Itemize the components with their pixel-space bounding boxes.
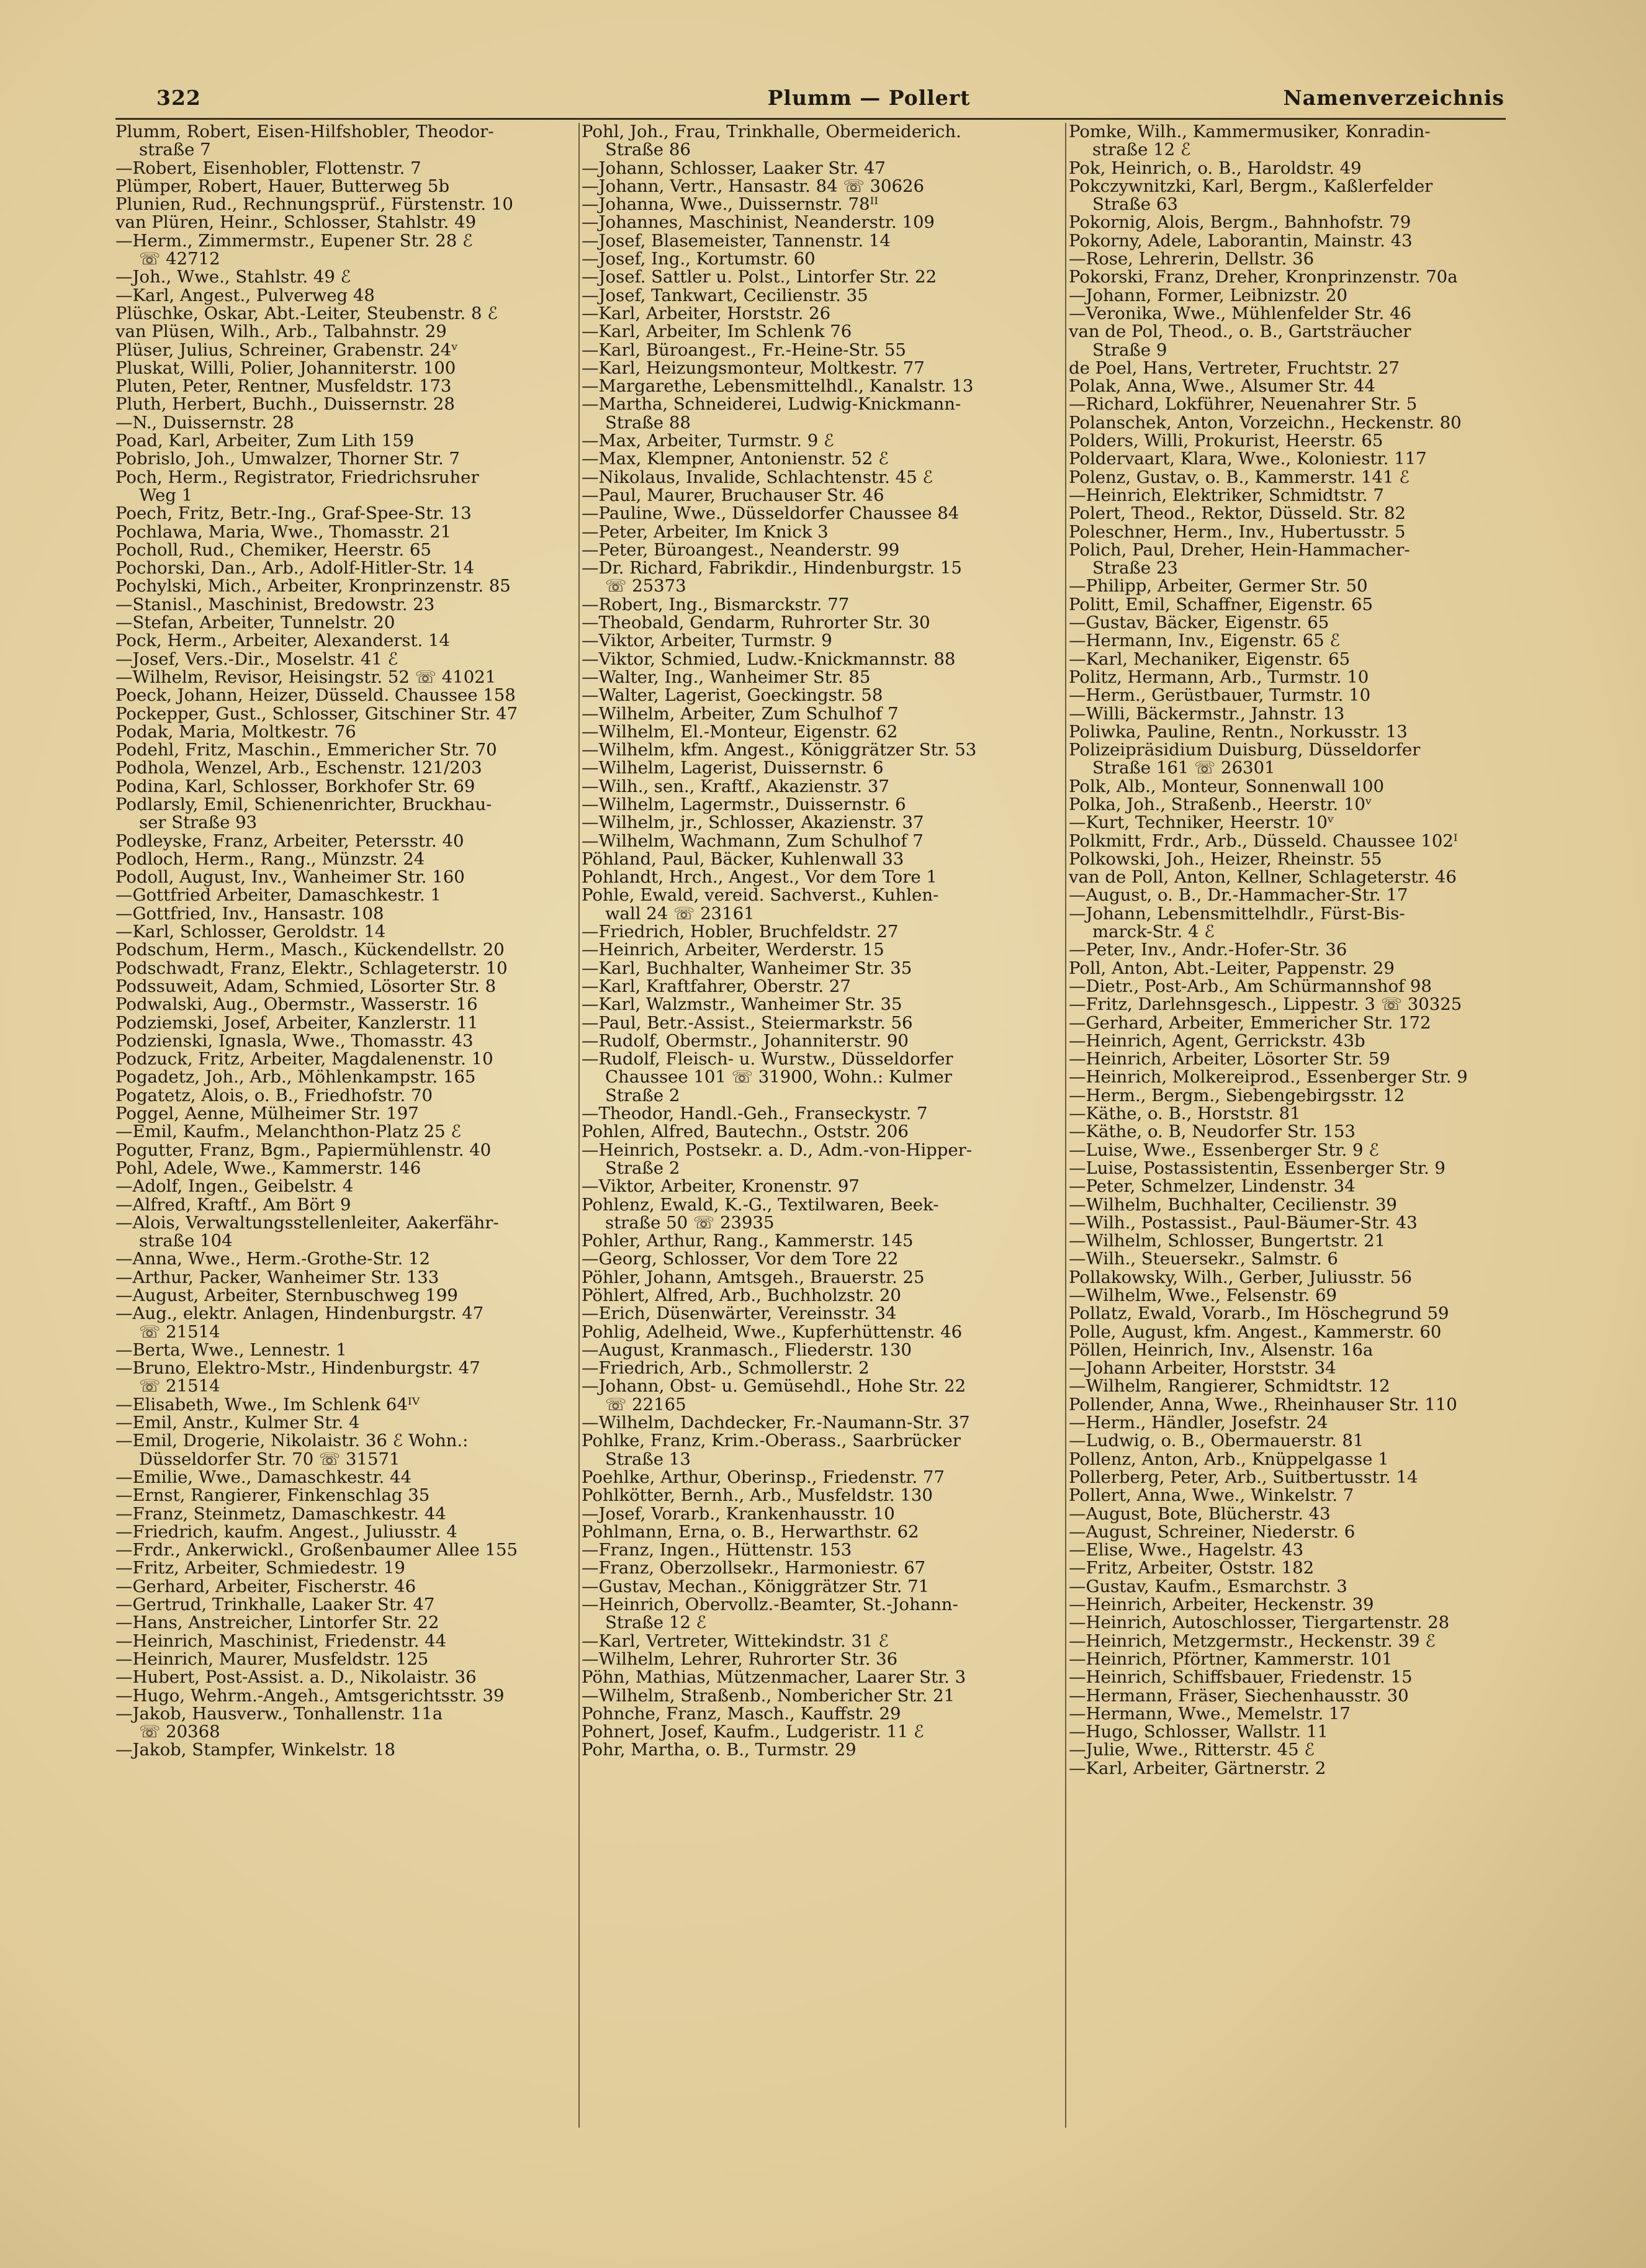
directory-entry: Poad, Karl, Arbeiter, Zum Lith 159	[115, 432, 415, 451]
directory-entry: —Wilhelm, Rangierer, Schmidtstr. 12	[1069, 1377, 1390, 1396]
directory-entry: —Willi, Bäckermstr., Jahnstr. 13	[1069, 704, 1345, 723]
directory-entry: —Rose, Lehrerin, Dellstr. 36	[1069, 250, 1315, 269]
directory-entry: —Heinrich, Elektriker, Schmidtstr. 7	[1069, 486, 1384, 505]
directory-entry: —Heinrich, Maschinist, Friedenstr. 44	[115, 1632, 447, 1650]
directory-entry: Pok, Heinrich, o. B., Haroldstr. 49	[1069, 159, 1362, 178]
entry-continuation: Straße 161 ☏ 26301	[1092, 759, 1275, 778]
directory-entry: —Herm., Zimmermstr., Eupener Str. 28 ℰ	[115, 232, 473, 251]
entry-continuation: ☏ 42712	[139, 250, 220, 269]
directory-entry: Podleyske, Franz, Arbeiter, Petersstr. 40	[115, 832, 464, 850]
directory-entry: —Karl, Schlosser, Geroldstr. 14	[115, 923, 386, 942]
directory-entry: —Bruno, Elektro-Mstr., Hindenburgstr. 47	[115, 1359, 480, 1378]
directory-entry: —Theodor, Handl.-Geh., Franseckystr. 7	[582, 1105, 928, 1123]
directory-entry: Pohnche, Franz, Masch., Kauffstr. 29	[582, 1704, 901, 1724]
column-divider	[1065, 123, 1066, 2128]
directory-entry: —Josef, Blasemeister, Tannenstr. 14	[582, 232, 891, 251]
directory-entry: —August, Arbeiter, Sternbuschweg 199	[115, 1287, 458, 1305]
directory-entry: —Wilhelm, Wachmann, Zum Schulhof 7	[582, 832, 924, 850]
directory-entry: Podina, Karl, Schlosser, Borkhofer Str. 69	[115, 777, 475, 796]
directory-entry: Podssuweit, Adam, Schmied, Lösorter Str. 8	[115, 977, 497, 996]
directory-entry: —Jakob, Stampfer, Winkelstr. 18	[115, 1741, 396, 1760]
directory-entry: Politz, Hermann, Arb., Turmstr. 10	[1069, 668, 1369, 687]
directory-entry: Plumm, Robert, Eisen-Hilfshobler, Theodor-	[115, 123, 494, 142]
directory-entry: Pohlke, Franz, Krim.-Oberass., Saarbrücker	[582, 1432, 961, 1451]
directory-entry: —Karl, Buchhalter, Wanheimer Str. 35	[582, 959, 912, 978]
directory-entry: —Emil, Drogerie, Nikolaistr. 36 ℰ Wohn.:	[115, 1432, 469, 1451]
directory-entry: Pollerberg, Peter, Arb., Suitbertusstr. 14	[1069, 1468, 1418, 1487]
directory-entry: Poech, Fritz, Betr.-Ing., Graf-Spee-Str. 13	[115, 505, 472, 523]
directory-entry: Pokorski, Franz, Dreher, Kronprinzenstr. 70a	[1069, 268, 1458, 287]
directory-entry: —Josef, Ing., Kortumstr. 60	[582, 250, 816, 269]
directory-entry: —Johann, Vertr., Hansastr. 84 ☏ 30626	[582, 177, 924, 196]
directory-entry: Pokornig, Alois, Bergm., Bahnhofstr. 79	[1069, 214, 1411, 232]
directory-entry: —Wilhelm, Buchhalter, Cecilienstr. 39	[1069, 1195, 1397, 1214]
directory-entry: Pluten, Peter, Rentner, Musfeldstr. 173	[115, 377, 452, 396]
directory-entry: —Berta, Wwe., Lennestr. 1	[115, 1341, 347, 1360]
directory-entry: —Heinrich, Molkereiprod., Essenberger Str. 9	[1069, 1068, 1468, 1087]
directory-entry: —Pauline, Wwe., Düsseldorfer Chaussee 84	[582, 505, 960, 523]
directory-entry: —Peter, Büroangest., Neanderstr. 99	[582, 541, 900, 560]
directory-entry: Plüser, Julius, Schreiner, Grabenstr. 24ᵛ	[115, 341, 458, 359]
entry-continuation: straße 50 ☏ 23935	[605, 1213, 775, 1233]
directory-entry: —Hermann, Wwe., Memelstr. 17	[1069, 1704, 1351, 1724]
directory-entry: Polle, August, kfm. Angest., Kammerstr. 60	[1069, 1323, 1442, 1341]
directory-entry: Pochorski, Dan., Arb., Adolf-Hitler-Str. 14	[115, 559, 475, 578]
directory-entry: —Arthur, Packer, Wanheimer Str. 133	[115, 1268, 439, 1287]
directory-entry: —Karl, Vertreter, Wittekindstr. 31 ℰ	[582, 1632, 889, 1650]
directory-entry: —Aug., elektr. Anlagen, Hindenburgstr. 47	[115, 1305, 484, 1323]
directory-entry: Pomke, Wilh., Kammermusiker, Konradin-	[1069, 123, 1431, 142]
entry-continuation: Düsseldorfer Str. 70 ☏ 31571	[139, 1450, 400, 1469]
directory-entry: Pluskat, Willi, Polier, Johanniterstr. 100	[115, 359, 456, 378]
directory-entry: —Wilhelm, Straßenb., Nombericher Str. 21	[582, 1686, 955, 1705]
directory-entry: Pohlmann, Erna, o. B., Herwarthstr. 62	[582, 1523, 919, 1542]
directory-entry: Pöhland, Paul, Bäcker, Kuhlenwall 33	[582, 850, 904, 869]
entry-continuation: Straße 86	[605, 141, 691, 160]
directory-entry: —Hermann, Inv., Eigenstr. 65 ℰ	[1069, 632, 1340, 650]
directory-entry: —Gerhard, Arbeiter, Fischerstr. 46	[115, 1577, 416, 1596]
directory-entry: —Wilhelm, Lehrer, Ruhrorter Str. 36	[582, 1650, 898, 1669]
entry-continuation: Chaussee 101 ☏ 31900, Wohn.: Kulmer	[605, 1068, 952, 1087]
directory-entry: Pollenz, Anton, Arb., Knüppelgasse 1	[1069, 1450, 1389, 1469]
entry-continuation: marck-Str. 4 ℰ	[1092, 923, 1215, 942]
directory-entry: —Wilh., sen., Kraftf., Akazienstr. 37	[582, 777, 889, 796]
directory-entry: Poleschner, Herm., Inv., Hubertusstr. 5	[1069, 523, 1406, 541]
directory-entry: —Heinrich, Obervollz.-Beamter, St.-Johann-	[582, 1596, 958, 1614]
directory-entry: —Johann, Obst- u. Gemüsehdl., Hohe Str. 22	[582, 1377, 966, 1396]
directory-entry: —Wilhelm, Revisor, Heisingstr. 52 ☏ 41021	[115, 668, 497, 687]
directory-entry: —Alois, Verwaltungsstellenleiter, Aakerfähr-	[115, 1213, 499, 1233]
directory-entry: —Karl, Arbeiter, Gärtnerstr. 2	[1069, 1759, 1326, 1778]
directory-entry: Poggel, Aenne, Mülheimer Str. 197	[115, 1105, 419, 1123]
entry-continuation: Straße 12 ℰ	[605, 1614, 707, 1632]
directory-entry: —Richard, Lokführer, Neuenahrer Str. 5	[1069, 395, 1418, 414]
directory-entry: —Johann, Lebensmittelhdlr., Fürst-Bis-	[1069, 904, 1405, 924]
directory-entry: —Hans, Anstreicher, Lintorfer Str. 22	[115, 1614, 439, 1632]
directory-entry: —Herm., Gerüstbauer, Turmstr. 10	[1069, 686, 1371, 705]
directory-entry: —Walter, Lagerist, Goeckingstr. 58	[582, 686, 883, 705]
directory-entry: —Karl, Walzmstr., Wanheimer Str. 35	[582, 996, 902, 1014]
directory-entry: —Herm., Händler, Josefstr. 24	[1069, 1414, 1328, 1433]
directory-entry: Pohlandt, Hrch., Angest., Vor dem Tore 1	[582, 868, 937, 887]
directory-entry: Pocholl, Rud., Chemiker, Heerstr. 65	[115, 541, 431, 560]
entry-continuation: Straße 2	[605, 1086, 680, 1105]
directory-entry: —Gottfried Arbeiter, Damaschkestr. 1	[115, 886, 441, 905]
directory-entry: —Dr. Richard, Fabrikdir., Hindenburgstr. 15	[582, 559, 962, 578]
directory-entry: Plümper, Robert, Hauer, Butterweg 5b	[115, 177, 450, 196]
directory-entry: Pohl, Adele, Wwe., Kammerstr. 146	[115, 1159, 421, 1178]
directory-entry: —Robert, Eisenhobler, Flottenstr. 7	[115, 159, 421, 178]
directory-entry: —August, o. B., Dr.-Hammacher-Str. 17	[1069, 886, 1408, 905]
directory-entry: —Herm., Bergm., Siebengebirgsstr. 12	[1069, 1086, 1405, 1105]
entry-continuation: straße 104	[139, 1232, 233, 1251]
directory-entry: —Heinrich, Pförtner, Kammerstr. 101	[1069, 1650, 1393, 1669]
directory-entry: —Heinrich, Maurer, Musfeldstr. 125	[115, 1650, 429, 1669]
directory-entry: Podloch, Herm., Rang., Münzstr. 24	[115, 850, 425, 869]
directory-entry: Polak, Anna, Wwe., Alsumer Str. 44	[1069, 377, 1375, 396]
directory-entry: de Poel, Hans, Vertreter, Fruchtstr. 27	[1069, 359, 1400, 378]
directory-entry: —Elisabeth, Wwe., Im Schlenk 64ᴵⱽ	[115, 1395, 420, 1415]
directory-entry: —Viktor, Arbeiter, Turmstr. 9	[582, 632, 832, 650]
directory-entry: —Peter, Arbeiter, Im Knick 3	[582, 523, 829, 541]
directory-entry: —Emil, Kaufm., Melanchthon-Platz 25 ℰ	[115, 1123, 461, 1141]
directory-entry: Podschum, Herm., Masch., Kückendellstr. 20	[115, 941, 505, 960]
directory-entry: —Wilh., Steuersekr., Salmstr. 6	[1069, 1250, 1338, 1269]
directory-entry: Pohlig, Adelheid, Wwe., Kupferhüttenstr. 46	[582, 1323, 963, 1341]
directory-entry: —Peter, Schmelzer, Lindenstr. 34	[1069, 1177, 1356, 1196]
directory-entry: —Heinrich, Agent, Gerrickstr. 43b	[1069, 1032, 1365, 1051]
directory-entry: Pogadetz, Joh., Arb., Möhlenkampstr. 165	[115, 1068, 476, 1087]
directory-entry: Podziemski, Josef, Arbeiter, Kanzlerstr. 11	[115, 1014, 479, 1032]
directory-entry: —Wilhelm, Dachdecker, Fr.-Naumann-Str. 37	[582, 1414, 970, 1433]
header-rule	[115, 118, 1506, 120]
directory-entry: —Alfred, Kraftf., Am Bört 9	[115, 1195, 351, 1214]
directory-entry: —Franz, Ingen., Hüttenstr. 153	[582, 1541, 852, 1560]
directory-entry: Pohlen, Alfred, Bautechn., Oststr. 206	[582, 1123, 909, 1141]
directory-entry: —August, Kranmasch., Fliederstr. 130	[582, 1341, 912, 1360]
directory-entry: —Gertrud, Trinkhalle, Laaker Str. 47	[115, 1596, 435, 1614]
section-title: Namenverzeichnis	[1283, 86, 1504, 110]
directory-entry: —Rudolf, Obermstr., Johanniterstr. 90	[582, 1032, 909, 1051]
directory-entry: Pöhn, Mathias, Mützenmacher, Laarer Str. 3	[582, 1668, 966, 1687]
directory-entry: —Johann Arbeiter, Horststr. 34	[1069, 1359, 1336, 1378]
directory-entry: —Karl, Heizungsmonteur, Moltkestr. 77	[582, 359, 925, 378]
directory-entry: —Johann, Former, Leibnizstr. 20	[1069, 286, 1348, 305]
directory-entry: —Heinrich, Arbeiter, Lösorter Str. 59	[1069, 1050, 1390, 1069]
directory-entry: —Friedrich, kaufm. Angest., Juliusstr. 4	[115, 1523, 457, 1542]
directory-entry: —Käthe, o. B., Horststr. 81	[1069, 1105, 1301, 1123]
directory-entry: Pochylski, Mich., Arbeiter, Kronprinzenstr. 85	[115, 577, 511, 596]
directory-entry: Podzuck, Fritz, Arbeiter, Magdalenenstr. 10	[115, 1050, 493, 1069]
directory-entry: Polka, Joh., Straßenb., Heerstr. 10ᵛ	[1069, 795, 1372, 814]
directory-entry: Poldervaart, Klara, Wwe., Koloniestr. 117	[1069, 450, 1427, 469]
directory-entry: Politt, Emil, Schaffner, Eigenstr. 65	[1069, 595, 1374, 614]
directory-entry: —Frdr., Ankerwickl., Großenbaumer Allee 155	[115, 1541, 518, 1560]
directory-entry: —Josef, Vorarb., Krankenhausstr. 10	[582, 1505, 895, 1523]
directory-entry: Pokorny, Adele, Laborantin, Mainstr. 43	[1069, 232, 1413, 251]
directory-entry: —Dietr., Post-Arb., Am Schürmannshof 98	[1069, 977, 1432, 996]
directory-entry: —Gustav, Bäcker, Eigenstr. 65	[1069, 614, 1329, 632]
directory-entry: Poeck, Johann, Heizer, Düsseld. Chaussee 158	[115, 686, 516, 705]
directory-entry: van de Poll, Anton, Kellner, Schlageterstr. 46	[1069, 868, 1457, 887]
directory-entry: —Wilhelm, Lagerist, Duissernstr. 6	[582, 759, 884, 778]
directory-entry: Pohler, Arthur, Rang., Kammerstr. 145	[582, 1232, 914, 1251]
directory-entry: —Martha, Schneiderei, Ludwig-Knickmann-	[582, 395, 961, 414]
directory-entry: —Josef, Vers.-Dir., Moselstr. 41 ℰ	[115, 650, 398, 668]
directory-entry: —Peter, Inv., Andr.-Hofer-Str. 36	[1069, 941, 1347, 960]
directory-entry: —Franz, Oberzollsekr., Harmoniestr. 67	[582, 1559, 926, 1578]
directory-entry: —Fritz, Arbeiter, Oststr. 182	[1069, 1559, 1315, 1578]
directory-entry: Pokczywnitzki, Karl, Bergm., Kaßlerfelder	[1069, 177, 1433, 196]
directory-entry: —Kurt, Techniker, Heerstr. 10ᵛ	[1069, 814, 1334, 832]
directory-entry: —Erich, Düsenwärter, Vereinsstr. 34	[582, 1305, 897, 1323]
directory-entry: van Plüsen, Wilh., Arb., Talbahnstr. 29	[115, 323, 447, 341]
directory-entry: Pöhlert, Alfred, Arb., Buchholzstr. 20	[582, 1287, 901, 1305]
directory-entry: —Franz, Steinmetz, Damaschkestr. 44	[115, 1505, 446, 1523]
directory-entry: Podak, Maria, Moltkestr. 76	[115, 722, 356, 742]
directory-entry: —Wilhelm, Arbeiter, Zum Schulhof 7	[582, 704, 899, 723]
directory-entry: Pollender, Anna, Wwe., Rheinhauser Str. 110	[1069, 1395, 1457, 1415]
directory-entry: —Wilh., Postassist., Paul-Bäumer-Str. 43	[1069, 1213, 1418, 1233]
directory-entry: —Gottfried, Inv., Hansastr. 108	[115, 904, 384, 924]
directory-entry: —Karl, Kraftfahrer, Oberstr. 27	[582, 977, 851, 996]
running-title: Plumm — Pollert	[767, 86, 971, 110]
directory-entry: —August, Schreiner, Niederstr. 6	[1069, 1523, 1356, 1542]
directory-entry: Pogutter, Franz, Bgm., Papiermühlenstr. 40	[115, 1141, 492, 1159]
directory-entry: Podschwadt, Franz, Elektr., Schlageterstr. 10	[115, 959, 508, 978]
directory-entry: —Karl, Arbeiter, Horststr. 26	[582, 304, 831, 323]
directory-entry: —Johanna, Wwe., Duissernstr. 78ᴵᴵ	[582, 196, 879, 214]
directory-entry: —Georg, Schlosser, Vor dem Tore 22	[582, 1250, 899, 1269]
entry-continuation: straße 7	[139, 141, 211, 160]
directory-entry: —Veronika, Wwe., Mühlenfelder Str. 46	[1069, 304, 1412, 323]
directory-entry: —Gustav, Kaufm., Esmarchstr. 3	[1069, 1577, 1347, 1596]
entry-continuation: ☏ 20368	[139, 1723, 220, 1742]
directory-entry: —Wilhelm, Schlosser, Bungertstr. 21	[1069, 1232, 1386, 1251]
directory-entry: —Heinrich, Autoschlosser, Tiergartenstr. 28	[1069, 1614, 1450, 1632]
directory-entry: Pogatetz, Alois, o. B., Friedhofstr. 70	[115, 1086, 433, 1105]
directory-entry: —Hubert, Post-Assist. a. D., Nikolaistr. 36	[115, 1668, 477, 1687]
directory-entry: —Emilie, Wwe., Damaschkestr. 44	[115, 1468, 412, 1487]
directory-entry: —Heinrich, Arbeiter, Heckenstr. 39	[1069, 1596, 1374, 1614]
entry-continuation: Weg 1	[139, 486, 193, 505]
directory-entry: —Viktor, Arbeiter, Kronenstr. 97	[582, 1177, 860, 1196]
directory-entry: —Gerhard, Arbeiter, Emmericher Str. 172	[1069, 1014, 1431, 1032]
directory-entry: —Walter, Ing., Wanheimer Str. 85	[582, 668, 871, 687]
directory-entry: Pockepper, Gust., Schlosser, Gitschiner Str. 47	[115, 704, 518, 723]
directory-entry: —Theobald, Gendarm, Ruhrorter Str. 30	[582, 614, 930, 632]
directory-entry: —Wilhelm, El.-Monteur, Eigenstr. 62	[582, 722, 898, 742]
directory-entry: van de Pol, Theod., o. B., Gartsträucher	[1069, 323, 1411, 341]
directory-entry: —Jakob, Hausverw., Tonhallenstr. 11a	[115, 1704, 443, 1724]
directory-entry: —Wilhelm, kfm. Angest., Königgrätzer Str. 53	[582, 741, 977, 760]
directory-entry: —Friedrich, Hobler, Bruchfeldstr. 27	[582, 923, 899, 942]
directory-entry: —Heinrich, Metzgermstr., Heckenstr. 39 ℰ	[1069, 1632, 1436, 1650]
directory-entry: —Karl, Mechaniker, Eigenstr. 65	[1069, 650, 1351, 668]
directory-entry: Polkowski, Joh., Heizer, Rheinstr. 55	[1069, 850, 1382, 869]
directory-entry: van Plüren, Heinr., Schlosser, Stahlstr. 49	[115, 214, 477, 232]
directory-entry: Pollert, Anna, Wwe., Winkelstr. 7	[1069, 1487, 1354, 1505]
directory-entry: Pohl, Joh., Frau, Trinkhalle, Obermeiderich.	[582, 123, 961, 142]
directory-entry: —Viktor, Schmied, Ludw.-Knickmannstr. 88	[582, 650, 956, 668]
directory-entry: Podzienski, Ignasla, Wwe., Thomasstr. 43	[115, 1032, 474, 1051]
directory-entry: —Adolf, Ingen., Geibelstr. 4	[115, 1177, 354, 1196]
column-3	[1069, 123, 1547, 1778]
directory-entry: —Wilhelm, Wwe., Felsenstr. 69	[1069, 1287, 1338, 1305]
entry-continuation: Straße 9	[1092, 341, 1167, 359]
entry-continuation: Straße 13	[605, 1450, 691, 1469]
directory-entry: —Ludwig, o. B., Obermauerstr. 81	[1069, 1432, 1364, 1451]
directory-entry: —Robert, Ing., Bismarckstr. 77	[582, 595, 850, 614]
directory-entry: —Karl, Arbeiter, Im Schlenk 76	[582, 323, 852, 341]
entry-continuation: ☏ 25373	[605, 577, 686, 596]
directory-entry: —Hermann, Fräser, Siechenhausstr. 30	[1069, 1686, 1409, 1705]
directory-entry: Pohlkötter, Bernh., Arb., Musfeldstr. 130	[582, 1487, 933, 1505]
directory-entry: —Käthe, o. B, Neudorfer Str. 153	[1069, 1123, 1356, 1141]
directory-entry: Pöllen, Heinrich, Inv., Alsenstr. 16a	[1069, 1341, 1374, 1360]
directory-entry: Pochlawa, Maria, Wwe., Thomasstr. 21	[115, 523, 452, 541]
directory-entry: —Paul, Betr.-Assist., Steiermarkstr. 56	[582, 1014, 913, 1032]
entry-continuation: Straße 63	[1092, 196, 1178, 214]
directory-entry: —Wilhelm, jr., Schlosser, Akazienstr. 37	[582, 814, 924, 832]
directory-entry: Poch, Herm., Registrator, Friedrichsruher	[115, 468, 479, 487]
directory-entry: Podwalski, Aug., Obermstr., Wasserstr. 16	[115, 996, 478, 1014]
directory-entry: —Paul, Maurer, Bruchauser Str. 46	[582, 486, 884, 505]
directory-entry: —Margarethe, Lebensmittelhdl., Kanalstr. 13	[582, 377, 974, 396]
directory-entry: —Heinrich, Arbeiter, Werderstr. 15	[582, 941, 884, 960]
directory-entry: —Philipp, Arbeiter, Germer Str. 50	[1069, 577, 1368, 596]
directory-entry: —Elise, Wwe., Hagelstr. 43	[1069, 1541, 1304, 1560]
directory-entry: Pock, Herm., Arbeiter, Alexanderst. 14	[115, 632, 451, 650]
entry-continuation: wall 24 ☏ 23161	[605, 904, 755, 924]
directory-entry: —Emil, Anstr., Kulmer Str. 4	[115, 1414, 360, 1433]
directory-entry: —Luise, Wwe., Essenberger Str. 9 ℰ	[1069, 1141, 1379, 1159]
directory-entry: —Max, Klempner, Antonienstr. 52 ℰ	[582, 450, 889, 469]
directory-entry: —August, Bote, Blücherstr. 43	[1069, 1505, 1331, 1523]
column-divider	[578, 123, 580, 2128]
entry-continuation: Straße 88	[605, 413, 691, 433]
directory-entry: —Stefan, Arbeiter, Tunnelstr. 20	[115, 614, 395, 632]
directory-entry: Podehl, Fritz, Maschin., Emmericher Str. 70	[115, 741, 497, 760]
directory-entry: Pollatz, Ewald, Vorarb., Im Höschegrund 59	[1069, 1305, 1449, 1323]
directory-entry: Pohlenz, Ewald, K.-G., Textilwaren, Beek-	[582, 1195, 939, 1214]
directory-entry: —Joh., Wwe., Stahlstr. 49 ℰ	[115, 268, 351, 287]
directory-entry: —Hugo, Wehrm.-Angeh., Amtsgerichtsstr. 39	[115, 1686, 505, 1705]
directory-entry: Polkmitt, Frdr., Arb., Düsseld. Chaussee 102ᴵ	[1069, 832, 1458, 850]
directory-entry: Polk, Alb., Monteur, Sonnenwall 100	[1069, 777, 1384, 796]
directory-entry: Pohle, Ewald, vereid. Sachverst., Kuhlen-	[582, 886, 939, 905]
entry-continuation: ☏ 21514	[139, 1323, 220, 1341]
directory-entry: —Karl, Büroangest., Fr.-Heine-Str. 55	[582, 341, 906, 359]
directory-entry: Polenz, Gustav, o. B., Kammerstr. 141 ℰ	[1069, 468, 1410, 487]
directory-entry: —Hugo, Schlosser, Wallstr. 11	[1069, 1723, 1328, 1742]
directory-entry: Podlarsly, Emil, Schienenrichter, Bruckhau-	[115, 795, 492, 814]
directory-entry: Pohr, Martha, o. B., Turmstr. 29	[582, 1741, 857, 1760]
column-2	[582, 123, 1059, 1760]
page-number: 322	[156, 86, 201, 110]
directory-entry: —Rudolf, Fleisch- u. Wurstw., Düsseldorfer	[582, 1050, 953, 1069]
directory-entry: Poliwka, Pauline, Rentn., Norkusstr. 13	[1069, 722, 1408, 742]
directory-entry: —Fritz, Darlehnsgesch., Lippestr. 3 ☏ 30325	[1069, 996, 1462, 1014]
directory-entry: —Josef. Sattler u. Polst., Lintorfer Str. 22	[582, 268, 937, 287]
directory-entry: —Karl, Angest., Pulverweg 48	[115, 286, 375, 305]
directory-entry: —Friedrich, Arb., Schmollerstr. 2	[582, 1359, 870, 1378]
directory-entry: —Fritz, Arbeiter, Schmiedestr. 19	[115, 1559, 405, 1578]
entry-continuation: straße 12 ℰ	[1092, 141, 1191, 160]
directory-entry: Polanschek, Anton, Vorzeichn., Heckenstr. 80	[1069, 413, 1462, 433]
directory-entry: Pohnert, Josef, Kaufm., Ludgeristr. 11 ℰ	[582, 1723, 924, 1742]
directory-entry: Plüschke, Oskar, Abt.-Leiter, Steubenstr. 8 ℰ	[115, 304, 498, 323]
directory-entry: Plunien, Rud., Rechnungsprüf., Fürstenstr. 10	[115, 196, 513, 214]
directory-entry: —Ernst, Rangierer, Finkenschlag 35	[115, 1487, 430, 1505]
entry-continuation: ☏ 21514	[139, 1377, 220, 1396]
directory-entry: —Stanisl., Maschinist, Bredowstr. 23	[115, 595, 435, 614]
directory-entry: —Josef, Tankwart, Cecilienstr. 35	[582, 286, 868, 305]
directory-entry: Pobrislo, Joh., Umwalzer, Thorner Str. 7	[115, 450, 460, 469]
directory-entry: —Johann, Schlosser, Laaker Str. 47	[582, 159, 886, 178]
directory-entry: Podoll, August, Inv., Wanheimer Str. 160	[115, 868, 465, 887]
entry-continuation: ☏ 22165	[605, 1395, 686, 1415]
directory-entry: —Wilhelm, Lagermstr., Duissernstr. 6	[582, 795, 906, 814]
directory-entry: —Nikolaus, Invalide, Schlachtenstr. 45 ℰ	[582, 468, 933, 487]
directory-entry: Podhola, Wenzel, Arb., Eschenstr. 121/203	[115, 759, 482, 778]
column-1	[115, 123, 593, 1760]
directory-entry: Poehlke, Arthur, Oberinsp., Friedenstr. 77	[582, 1468, 945, 1487]
entry-continuation: Straße 23	[1092, 559, 1178, 578]
directory-entry: —Johannes, Maschinist, Neanderstr. 109	[582, 214, 935, 232]
directory-entry: Poll, Anton, Abt.-Leiter, Pappenstr. 29	[1069, 959, 1395, 978]
directory-entry: —N., Duissernstr. 28	[115, 413, 294, 433]
directory-entry: Pöhler, Johann, Amtsgeh., Brauerstr. 25	[582, 1268, 925, 1287]
directory-entry: Polders, Willi, Prokurist, Heerstr. 65	[1069, 432, 1383, 451]
directory-entry: —Heinrich, Schiffsbauer, Friedenstr. 15	[1069, 1668, 1413, 1687]
directory-entry: Pluth, Herbert, Buchh., Duissernstr. 28	[115, 395, 455, 414]
directory-entry: —Gustav, Mechan., Königgrätzer Str. 71	[582, 1577, 930, 1596]
directory-entry: —Anna, Wwe., Herm.-Grothe-Str. 12	[115, 1250, 430, 1269]
directory-entry: —Max, Arbeiter, Turmstr. 9 ℰ	[582, 432, 834, 451]
directory-entry: Pollakowsky, Wilh., Gerber, Juliusstr. 56	[1069, 1268, 1412, 1287]
directory-entry: —Julie, Wwe., Ritterstr. 45 ℰ	[1069, 1741, 1315, 1760]
directory-entry: Polert, Theod., Rektor, Düsseld. Str. 82	[1069, 505, 1406, 523]
entry-continuation: Straße 2	[605, 1159, 680, 1178]
directory-entry: —Heinrich, Postsekr. a. D., Adm.-von-Hipper-	[582, 1141, 973, 1159]
directory-entry: Polizeipräsidium Duisburg, Düsseldorfer	[1069, 741, 1421, 760]
entry-continuation: ser Straße 93	[139, 814, 258, 832]
directory-entry: Polich, Paul, Dreher, Hein-Hammacher-	[1069, 541, 1410, 560]
directory-entry: —Luise, Postassistentin, Essenberger Str. 9	[1069, 1159, 1446, 1178]
